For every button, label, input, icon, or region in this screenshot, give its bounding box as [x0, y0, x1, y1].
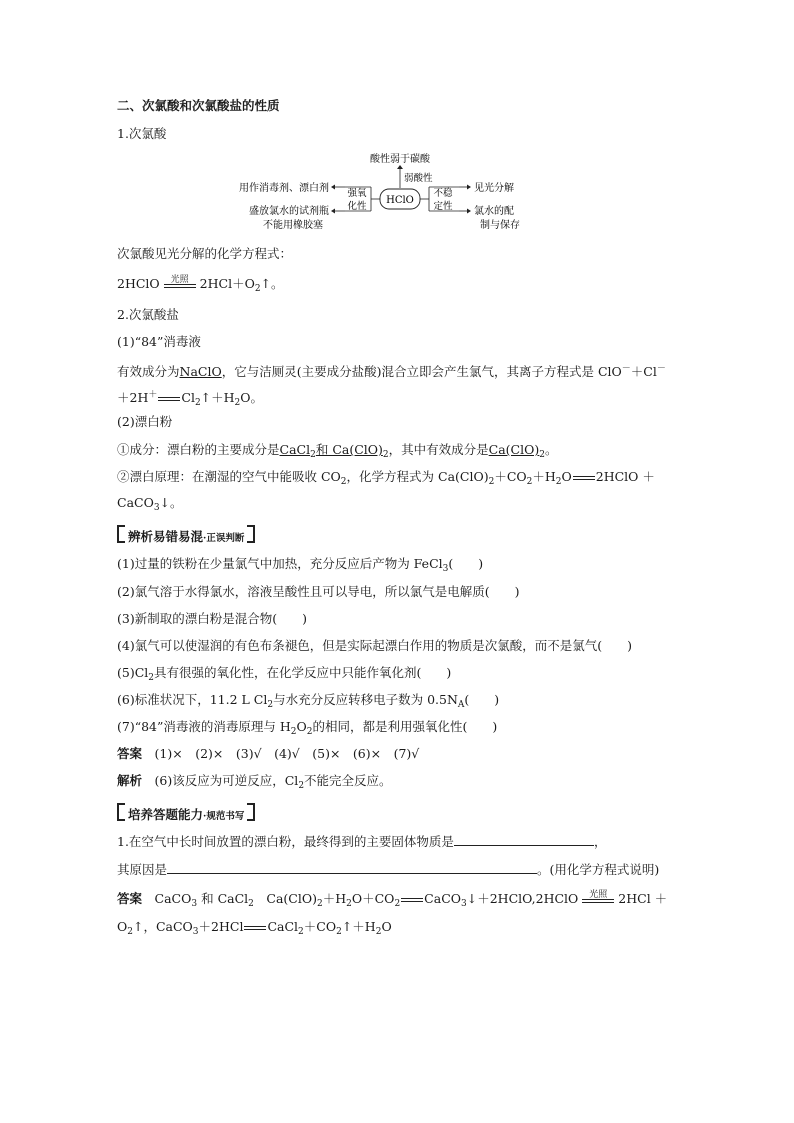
tag-error-analysis: 辨析易错易混·正误判断 [117, 525, 255, 548]
diagram-top-label: 酸性弱于碳酸 [370, 154, 430, 165]
writing-question-line-1: 1.在空气中长时间放置的漂白粉，最终得到的主要固体物质是 ， [117, 834, 607, 849]
diagram-right-item-2a: 氯水的配 [474, 206, 514, 217]
question-6: (6)标准状况下，11.2 L $Cl_2$与水充分反应转移电子数为 $0.5N_A$( ) [117, 692, 500, 710]
subheading-hypochlorite: 2.次氯酸盐 [117, 307, 179, 322]
equation-hclo-decomposition: 2HClO 光照 $2HCl+O_2↑$。 [117, 275, 284, 294]
diagram-left-item-2b: 不能用橡胶塞 [263, 220, 323, 231]
answer-1: 答案 (1)× (2)× (3)√ (4)√ (5)× (6)× (7)√ [117, 746, 420, 761]
hclo-property-diagram [239, 150, 557, 235]
section-title: 二、次氯酸和次氯酸盐的性质 [117, 98, 280, 113]
answer-blank-2[interactable] [167, 860, 537, 874]
bleach-principle-line-2: CaCO$_3$↓。 [117, 495, 183, 513]
p84-title: (1)“84”消毒液 [117, 334, 201, 349]
question-2: (2)氯气溶于水得氯水，溶液呈酸性且可以导电，所以氯气是电解质( ) [117, 584, 520, 599]
diagram-left-item-2a: 盛放氯水的试剂瓶 [249, 206, 329, 217]
question-4: (4)氯气可以使湿润的有色布条褪色，但是实际起漂白作用的物质是次氯酸，而不是氯气( ) [117, 638, 632, 653]
writing-question-line-2: 其原因是 。(用化学方程式说明) [117, 862, 660, 877]
diagram-left-arrow-label-1: 强氧 [347, 188, 367, 199]
bleach-composition: ①成分：漂白粉的主要成分是CaCl$_2$和 $Ca(ClO)_2$，其中有效成分是$Ca(ClO)_2$。 [117, 442, 558, 460]
subheading-hclo: 1.次氯酸 [117, 126, 167, 141]
equation-intro: 次氯酸见光分解的化学方程式： [117, 246, 293, 261]
diagram-center-label: HClO [386, 195, 414, 206]
answer-2-line-2: $O_2↑$，CaCO$_3$＋2HCl $CaCl_2+CO_2↑+H_2O$ [117, 919, 392, 937]
diagram-top-arrow-label: 弱酸性 [404, 173, 433, 184]
tag-answer-skills: 培养答题能力·规范书写 [117, 803, 255, 826]
diagram-right-arrow-label-1: 不稳 [433, 188, 453, 199]
diagram-left-arrow-label-2: 化性 [347, 201, 367, 212]
diagram-right-item-2b: 制与保存 [480, 220, 520, 231]
question-1: (1)过量的铁粉在少量氯气中加热，充分反应后产物为 FeCl$_3$( ) [117, 556, 484, 574]
diagram-left-item-1: 用作消毒剂、漂白剂 [239, 183, 329, 194]
bleach-principle-line-1: ②漂白原理：在潮湿的空气中能吸收 $CO_2$，化学方程式为 $Ca(ClO)_2+CO_2+H_2O$ 2HClO ＋ [117, 469, 655, 487]
p84-line-2: ＋2H＋ $Cl_2↑+H_2O$。 [117, 390, 264, 408]
question-3: (3)新制取的漂白粉是混合物( ) [117, 611, 307, 626]
bleach-title: (2)漂白粉 [117, 414, 173, 429]
answer-2-line-1: 答案 CaCO$_3$ 和 CaCl$_2$ $Ca(ClO)_2+H_2O+CO_2$ CaCO$_3$↓＋2HClO,2HClO 光照 2HCl ＋ [117, 890, 668, 909]
p84-line-1: 有效成分为NaClO，它与洁厕灵(主要成分盐酸)混合立即会产生氯气，其离子方程式是 ClO－＋Cl－ [117, 364, 666, 379]
question-7: (7)“84”消毒液的消毒原理与 $H_2O_2$的相同，都是利用强氧化性( ) [117, 719, 498, 737]
explanation-1: 解析 (6)该反应为可逆反应，$Cl_2$不能完全反应。 [117, 773, 392, 791]
diagram-right-item-1: 见光分解 [474, 183, 514, 194]
question-5: $(5)Cl_2$具有很强的氧化性，在化学反应中只能作氧化剂( ) [117, 665, 452, 683]
diagram-right-arrow-label-2: 定性 [433, 201, 453, 212]
answer-blank-1[interactable] [454, 832, 594, 846]
